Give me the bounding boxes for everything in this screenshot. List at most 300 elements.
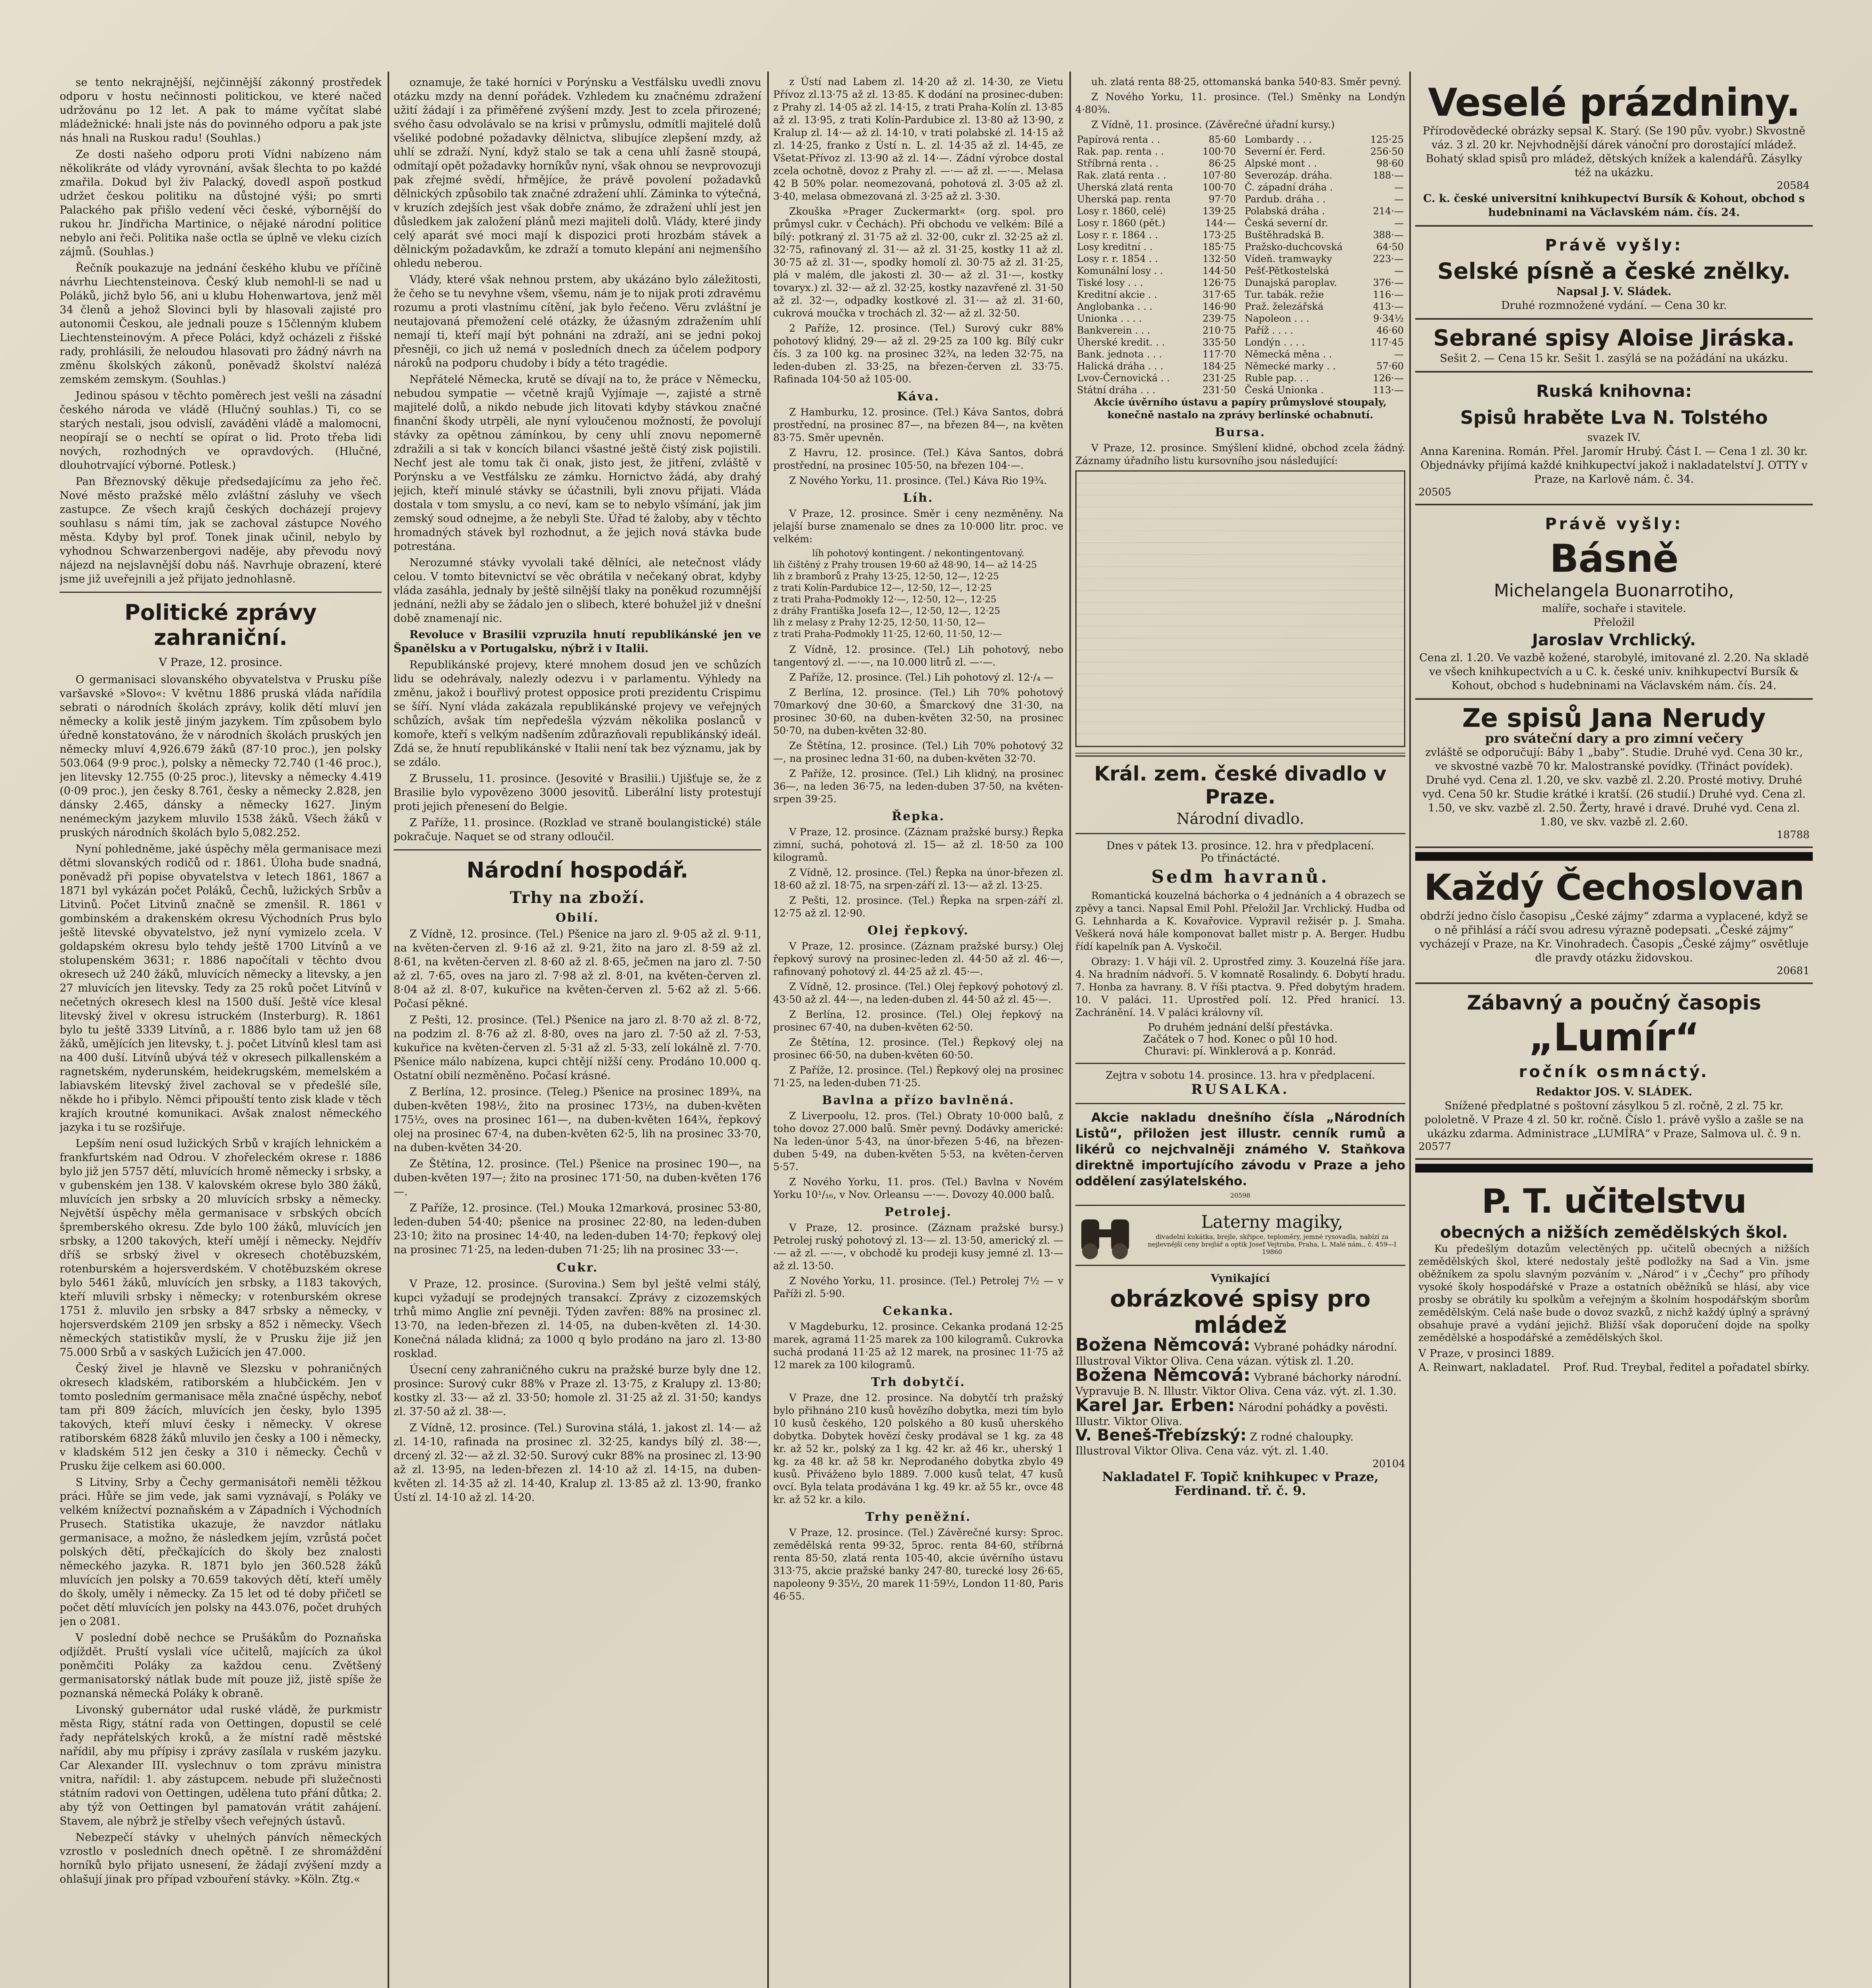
- article-paragraph: Z Berlína, 12. prosince. (Teleg.) Pšenice na prosinec 189¾, na duben-květen 198½, žito na prosinec 173½, na duben-květen 175½, oves na prosinec 161—, na duben-květen 164¾, řepkový olej na prosinec 67·4, na duben-květen 62·5, lih na prosinec 33·70, na duben-květen 34·20.: [394, 1086, 761, 1154]
- quote-row: [1075, 324, 1238, 336]
- subsection-heading: Trhy na zboží.: [510, 888, 645, 907]
- article-paragraph: Lepším není osud lužických Srbů v krajích lehnickém a frankfurtském nad Odrou. V zhořeleckém okrese r. 1886 bylo již jen 5757 dětí, mluvících hromě německy i srbsky, a v gubenském jen 138. V kalovském okrese bylo 380 žáků, mluvících jen srbsky a 20 mluvících srbsky a německy. Největší úspěchy měla germanisace v srbských obcích špremberského okresu. Zde bylo 100 žáků, mluvících jen srbsky, a 1200 takových, kteří umějí i německy. Nejdřív dříš se srbský živel v okresech chotěbuzském, rotenburském a hojersverdském. V chotěbuzském okrese bylo 5461 žáků, mluvících jen srbsky, a 1183 takových, kteří mluvili srbsky i německy; v rotenburském okrese 1751 ž. mluvilo jen srbsky a 847 srbsky a německy, v hojersverdském 2109 jen srbsky a 852 i německy. Všech německých statistikův myslí, že v Prusku žije již jen 75.000 Srbů a v saských Lužicích jen 47.000.: [60, 1138, 382, 1359]
- column-markets: [773, 76, 1063, 1988]
- ad-tolstoy: [1415, 373, 1813, 505]
- ad-place: V Praze, v prosinci 1889.: [1418, 1347, 1555, 1360]
- quote-label: Německá měna . .: [1245, 349, 1332, 360]
- quote-label: Německé marky . .: [1245, 361, 1336, 372]
- ad-subtitle: malíře, sochaře i stavitele.: [1542, 602, 1686, 615]
- article-paragraph: Z Paříže, 12. prosince. (Tel.) Mouka 12marková, prosinec 53·80, leden-duben 54·40; pšenice na prosinec 22·80, na leden-duben 23·10; žito na prosinec 14·40, na leden-duben 14·70; řepkový olej na prosinec 71·25, na leden-duben 71·25; lih na prosinec 33·—.: [394, 1202, 761, 1256]
- quote-label: Státní dráha . . .: [1077, 384, 1156, 396]
- quote-row: [1075, 241, 1238, 253]
- ad-title: obrázkové spisy pro mládež: [1110, 1285, 1371, 1338]
- quote-value: 126·75: [1203, 277, 1236, 288]
- ad-signature: A. Reinwart, nakladatel.: [1418, 1361, 1550, 1374]
- subsection-heading: Bavlna a přízo bavlněná.: [822, 1093, 1015, 1107]
- ad-ceske-zajmy: [1415, 852, 1813, 984]
- article-paragraph: Ze Štětína, 12. prosince. (Tel.) Pšenice na prosinec 190—, na duben-květen 197—; žito na prosinec 171·50, na duben-květen 176—.: [394, 1158, 761, 1198]
- article-paragraph: V Praze, 12. prosince. (Surovina.) Sem byl ještě velmi stálý, kupci vyžadují se prodejných transakcí. Zprávy z cizozemských trhů mimo Anglie zní pevněji. Týden zavřen: 88% na prosinec zl. 13·70, na leden-březen zl. 14·05, na duben-květen zl. 14·30. Konečná nálada klidná; za 1000 q bylo prodáno na jaro zl. 13·80 rosklad.: [394, 1278, 761, 1360]
- quote-label: Polabská dráha .: [1245, 206, 1325, 217]
- article-paragraph: O germanisaci slovanského obyvatelstva v Prusku píše varšavské »Slovo«: V květnu 1886 pruská vláda nařídila sebrati o národních školách zprávy, kolik dětí mluví jen německy a kolik jestě jiným jazykem. Tím způsobem bylo úředně konstatováno, že v národních školách pruských jen německy mluví 4,926.679 žáků (87·10 proc.), jen polsky 503.064 (9·9 proc.), polsky a německy 72.740 (1·46 proc.), jen litevsky 12.755 (0·25 proc.), litevsky a německy 4.419 (0·09 proc.), jen česky 8.761, česky a německy 2.828, jen dánsky 2.465, dánsky a německy 1627. Jiným nenémeckým jazykem mluvilo 1538 žáků. Všech žáků v pruských národních školách bylo 5,082.252.: [60, 674, 382, 839]
- quote-row: [1243, 313, 1405, 324]
- ad-title: Selské písně a české znělky.: [1437, 258, 1791, 284]
- quote-value: 132·50: [1203, 253, 1236, 264]
- article-paragraph: Český živel je hlavně ve Slezsku v pohraničných okresech kladském, ratiborském a hlubčickém. Jen v tomto posledním germanisace měla značné úspěchy, neboť tam při 809 žácích, mluvících jen česky, bylo 1395 takových, kteří mluví česky i německy. V okrese ratiborském 6828 žáků mluvilo jen česky a 100 i německy, v kladském 512 jen česky a 310 i německy. Čechů v Prusku žije celkem asi 60.000.: [60, 1363, 382, 1472]
- quote-label: Losy r. r. 1854 . .: [1077, 253, 1158, 264]
- article-paragraph: Z Vídně, 12. prosince. (Tel.) Lih pohotový, nebo tangentový zl. —·—, na 10.000 litrů zl. —·—.: [773, 644, 1063, 668]
- quote-label: Úherské kredit. . .: [1077, 337, 1165, 348]
- divider: [1075, 1265, 1405, 1266]
- quote-value: 376·—: [1373, 277, 1404, 288]
- quotes-table-left: [1075, 134, 1238, 396]
- theatre-title: Král. zem. české divadlo v Praze.: [1094, 762, 1387, 808]
- theatre-date: Dnes v pátek 13. prosince. 12. hra v předplacení.: [1106, 840, 1375, 852]
- ad-lanterns: [1075, 1211, 1405, 1259]
- article-paragraph: Z Liverpoolu, 12. pros. (Tel.) Obraty 10·000 balů, z toho dovoz 27.000 balů. Směr pevný. Dodávky americké: Na leden-únor 5·43, na únor-březen 5·46, na březen-duben 5·49, na duben-květen 5·53, na květen-červen 5·57.: [773, 1110, 1063, 1173]
- quote-row: [1243, 324, 1405, 336]
- article-paragraph: Vlády, které však nehnou prstem, aby ukázáno bylo záležitosti, že čeho se tu nevyhne všem, všemu, nám je to nijak proti zdravému rozumu a proti vlastnímu cítění, jak bylo řečeno. Věru zvláštní je neutajovaná přemožení celé otázky, že úžasným zdražením uhlí nemají ti, kteří mají být pohnáni na zdraží, ani se jedni pokoj přesněji, co jich už nemá v posledních dnech za účelem podpory nároků na podporu chudoby i bídy a této tragédie.: [394, 274, 761, 369]
- quote-label: Losy r. r. 1864 . .: [1077, 229, 1158, 241]
- table-row: z dráhy Františka Josefa 12—, 12·50, 12—, 12·25: [773, 606, 1000, 616]
- quote-value: 98·60: [1376, 158, 1404, 169]
- article-paragraph: oznamuje, že také horníci v Porýnsku a Vestfálsku uvedli znovu otázku mzdy na denní pořádek. Vzhledem ku značnému zdražení užití žádají i za přiměřené zvýšení mzdy. Jest to zcela přirozené; svého času odvolávalo se na krisi v průmyslu, odmítli majitelé dolů všeliké podobné požadavky dělnictva, slibujíce zlepšení mzdy, až uhlí se zdraží. Nyní, když stalo se tak a cena uhlí žasně stoupá, odmítají opět požadavky horníkův nyní, však ohnou se nevprovozuji pak zřejmé svědí, hřmějíce, že právě povolení požadavků dělnických způsobilo tak značné zdražení uhlí. Záminka to výtečná, v kruzích zdejších jest však dobře známo, že zdražení uhlí jest jen důsledkem jak založení plánů mezi majiteli dolů. Vlády, které jindy celý aparát své moci mají k dispozici proti hrozbám stávek a dělnickým požadavkům, ke zdraží a tomuto klepání ani nejmenšího ohledu neberou.: [394, 76, 761, 270]
- article-paragraph: V Praze, 12. prosince. (Záznam pražské bursy.) Petrolej ruský pohotový zl. 13·— zl. 13·50, americký zl. —·— až zl. —·—, v obchodě ku prodeji kusy jemné zl. 13·— až zl. 13·50.: [773, 1222, 1063, 1272]
- ad-title: Zábavný a poučný časopis: [1467, 991, 1761, 1014]
- theatre-subtitle: Národní divadlo.: [1176, 810, 1304, 827]
- quote-label: Alpské mont . .: [1245, 158, 1317, 169]
- ad-magazine-name: „Lumír“: [1529, 1015, 1699, 1060]
- ad-jirasek: [1415, 320, 1813, 373]
- quote-value: 239·75: [1203, 313, 1236, 324]
- column-divider: [1409, 72, 1411, 1988]
- quote-row: [1075, 253, 1238, 265]
- quote-value: 9·34½: [1373, 313, 1404, 324]
- ad-kicker: Vynikající: [1210, 1272, 1270, 1285]
- quote-value: 413·—: [1373, 301, 1404, 312]
- ad-publisher: Nakladatel F. Topič knihkupec v Praze, Ferdinand. tř. č. 9.: [1102, 1469, 1379, 1498]
- article-paragraph: 2 Paříže, 12. prosince. (Tel.) Surový cukr 88% pohotový klidný, 29·— až zl. 29·25 za 100 kg. Bílý cukr čís. 3 za 100 kg. na prosinec 32¾, na leden 32·75, na leden-duben zl. 33·25, na březen-červen zl. 33·75. Rafinada 104·50 až 105·00.: [773, 322, 1063, 385]
- quote-row: [1243, 229, 1405, 241]
- article-paragraph: Nerozumné stávky vyvolali také dělníci, ale netečnost vlády celou. V tomto bitevnictví se věc obrátila v nečekaný obrat, kdyby vláda zasáhla, jednaly by ještě silnější tlaky na poněkud rozumnější jednání, nežli aby se žádalo jen o slibech, které bohužel již v dnešní době znamenají nic.: [394, 557, 761, 625]
- quote-label: Praž. železářská: [1245, 301, 1324, 312]
- subsection-heading: Olej řepkový.: [867, 924, 969, 938]
- quote-value: 231·50: [1203, 384, 1236, 396]
- quote-value: 173·25: [1203, 229, 1236, 241]
- ad-title: Laterny magiky,: [1201, 1212, 1343, 1232]
- quote-row: [1075, 169, 1238, 181]
- article-paragraph: Nepřátelé Německa, krutě se dívají na to, že práce v Německu, nebudou sympatie — včetně krajů Vyjímaje —, zajisté a strně majitelé dolů, a nikdo nebude jich litovati kdyby stávkou značné finanční škody utrpěli, ale nyní vyloučenou možností, že povolují stávky za opětnou zámínkou, by ceny uhlí znovu nepomerně zdražili a si tak v koncích bilanci všastné ještě čistý zisk pojistili. Nechť jest ale tomu tak či onak, jisto jest, že jitření, zvláště v Porýnsku a ve Vestfálsku ze zámku. Hornictvo žádá, aby drahý jejich, kteří minulé stávky se účastnili, byli znovu přijati. Vláda dostala v tom smyslu, a co neví, kam se to nebylo všímání, jak jim zemský soud odnejme, a že nebyli Ste. Úřad té žaloby, aby v těchto hromadných stávek byl rozhodnut, a že jejich nová stávka bude potrestána.: [394, 373, 761, 553]
- ad-number: 20584: [1777, 180, 1810, 192]
- article-paragraph: se tento nekrajnější, nejčinnější zákonný prostředek odporu v hostu nečinnosti politickou, ve které načed udržovánu po 12 let. A pak to máme vyčítat slabé mládežnické: hnali jste nás do povinného odporu a pak jste nás hnali na Ruskou radu! (Souhlas.): [60, 76, 382, 144]
- table-row: lih z bramborů z Prahy 13·25, 12·50, 12—, 12·25: [773, 571, 999, 582]
- article-paragraph: Z Paříže, 12. prosince. (Tel.) Lih klidný, na prosinec 36—, na leden 36·75, na leden-duben 37·50, na květen-srpen 39·25.: [773, 768, 1063, 805]
- quote-row: [1243, 384, 1405, 396]
- ad-text: Sešit 2. — Cena 15 kr. Sešit 1. zasýlá se na požádání na ukázku.: [1440, 352, 1788, 365]
- quote-row: [1075, 205, 1238, 217]
- quote-value: 125·25: [1370, 134, 1404, 145]
- quote-label: Rak. pap. renta . .: [1077, 146, 1164, 157]
- article-paragraph: V Praze, 12. prosince. Smýšlení klidné, obchod zcela žádný. Záznamy úřadního listu kursovního jsou následující:: [1075, 442, 1405, 466]
- column-politics: [60, 76, 382, 1988]
- ad-text: Snížené předplatné s poštovní zásylkou 5 zl. ročně, 2 zl. 75 kr. pololetně. V Praze 4 zl. 50 kr. ročně. Číslo 1. právě vyšlo a zašle se na ukázku zdarma. Administrace „LUMÍRA“ v Praze, Salmova ul. č. 9 n.: [1424, 1100, 1804, 1140]
- quote-label: Severozáp. dráha.: [1245, 170, 1333, 181]
- ad-title: Sebrané spisy Aloise Jiráska.: [1433, 325, 1795, 351]
- quote-label: Dunajská paroplav.: [1245, 277, 1337, 288]
- article-paragraph: Z Havru, 12. prosince. (Tel.) Káva Santos, dobrá prostřední, na prosinec 105·50, na březen 104·—.: [773, 447, 1063, 471]
- quote-value: 185·75: [1203, 241, 1236, 252]
- ad-text: Vybrané pohádky národní. Illustroval Viktor Oliva. Cena vázan. výtisk zl. 1.20.: [1075, 1341, 1397, 1367]
- article-paragraph: Z Berlína, 12. prosince. (Tel.) Lih 70% pohotový 70markový dne 30·60, a Šmarckový dne 31·30, na prosinec 30·60, na duben-květen 32·50, na prosinec 50·70, na duben-květen 32·80.: [773, 687, 1063, 736]
- article-paragraph: Řečník poukazuje na jednání českého klubu ve příčině návrhu Liechtensteinova. Český klub nemohl-li se nad u Poláků, jichž bylo 56, ani u klubu Hohenwartova, jenž měl 34 členů a jehož Slovinci byli by hlasovali zajisté pro autonomii Českou, ale jednali pouze s 15členným klubem Liechtensteinovým. A přece Poláci, když ocházeli z řišské rady, prohlásili, že neloudou hlasovati pro žádný návrh na změnu školských zákonů, poněvadž školství nalézá zemském zemskym. (Souhlas.): [60, 262, 382, 386]
- quote-row: [1075, 134, 1238, 146]
- quote-value: —: [1394, 265, 1404, 276]
- quote-label: Uherská pap. renta: [1077, 194, 1171, 205]
- quote-row: [1075, 348, 1238, 360]
- quote-label: Česká severní dr.: [1245, 217, 1328, 229]
- divider: [1075, 753, 1405, 757]
- quote-row: [1075, 301, 1238, 313]
- quote-value: 86·25: [1209, 158, 1236, 169]
- ad-number: 20577: [1418, 1141, 1451, 1153]
- table-row: z trati Praha-Podmokly 11·25, 12·60, 11·50, 12·—: [773, 629, 1002, 639]
- quote-label: Stříbrná renta . .: [1077, 158, 1159, 169]
- quote-label: Komunální losy . .: [1077, 265, 1163, 276]
- quote-label: Bank. jednota . . .: [1077, 349, 1162, 360]
- quote-label: Anglobanka . . .: [1077, 301, 1153, 312]
- quote-value: 116·—: [1373, 289, 1404, 300]
- quote-label: Paříž . . . .: [1245, 325, 1294, 336]
- theatre-text: Romantická kouzelná báchorka o 4 jednáních a 4 obrazech se zpěvy a tanci. Napsal Emil Pohl. Přeložil Jar. Vrchlický. Hudba od G. Lehnharda a K. Kovařovice. Vypravil režisér p. J. Smaha. Veškerá nová hále komponovat ballet mistr p. A. Berger. Hudbu řídí kapelník pan A. Vyskočil.: [1075, 890, 1405, 952]
- ad-text: Vybrané báchorky národní. Vypravuje B. N. Illustr. Viktor Oliva. Cena váz. výt. zl. 1.30.: [1075, 1371, 1402, 1398]
- quote-value: 107·80: [1203, 170, 1236, 181]
- quote-label: Londýn . . . .: [1245, 337, 1305, 348]
- section-heading: Národní hospodář.: [466, 858, 689, 883]
- article-paragraph: Z Nového Yorku, 11. pros. (Tel.) Bavlna v Novém Yorku 10¹/₁₆, v Nov. Orleansu —·—. Dovozy 40.000 balů.: [773, 1176, 1063, 1200]
- ad-author: Michelangela Buonarrotiho,: [1494, 580, 1734, 601]
- ad-editor: Redaktor JOS. V. SLÁDEK.: [1536, 1086, 1692, 1098]
- article-paragraph: Z Nového Yorku, 11. prosince. (Tel.) Káva Rio 19¾.: [789, 475, 1047, 486]
- theatre-play-title: RUSALKA.: [1191, 1081, 1290, 1097]
- ad-subtitle: ročník osmnáctý.: [1519, 1063, 1709, 1081]
- quote-value: 126·—: [1373, 373, 1404, 384]
- quote-value: —: [1394, 194, 1404, 205]
- article-paragraph: uh. zlatá renta 88·25, ottomanská banka 540·83. Směr pevný.: [1091, 76, 1401, 87]
- article-paragraph: Ze dosti našeho odporu proti Vídni nabízeno nám několikráte od vlády vyrovnání, avšak šlechta to po každé zmařila. Dokud byl živ Palacký, dovedl aspoň postkud udržet českou politiku na důstojné výši; po smrti Palackého pak přišlo vedení věci české, výbornější do rukou hr. Jindřicha Martinice, o nějaké národní politice nebylo ani řeči. Politika naše octla se úplně ve vleku cizích zájmů. (Souhlas.): [60, 148, 382, 258]
- ad-kicker: Právě vyšly:: [1545, 515, 1683, 533]
- ad-number: 20598: [1230, 1192, 1251, 1199]
- quote-row: [1075, 265, 1238, 277]
- article-paragraph: z Ústí nad Labem zl. 14·20 až zl. 14·30, ze Vietu Přívoz zl.13·75 až zl. 13·85. K dodání na prosinec-duben: z Prahy zl. 14·05 až zl. 14·15, z trati Praha-Kolín zl. 13·85 až zl. 13·95, z trati Kolín-Pardubice zl. 13·80 až 13·90, z Kralup zl. 14·— až zl. 14·10, v trati polabské zl. 14·15 až zl. 14·25, franko z Ústí n. L. zl. 14·35 až zl. 14·45, ze Všetat-Přívoz zl. 13·90 až zl. 14·—. Zádní výrobce dostal zcela ochotně, dovoz z Prahy zl. —·— až zl. —·—. Melasa 42 B 50% polar. neomezovaná, pohotová zl. 3·05 až zl. 3·40, melasa obmezovaná zl. 3·25 až zl. 3·30.: [773, 76, 1063, 202]
- article-paragraph: V Praze, 12. prosince. (Tel.) Závěrečné kursy: Sproc. zemědělská renta 99·32, 5proc. renta 84·60, stříbrná renta 85·50, zlatá renta 105·40, akcie úvěrního ústavu 313·75, akcie pražské banky 247·80, turecké losy 26·65, napoleony 9·35½, 20 marek 11·59½, London 11·80, Paris 46·55.: [773, 1527, 1063, 1602]
- article-paragraph: Z Berlína, 12. prosince. (Tel.) Olej řepkový na prosinec 67·40, na duben-květen 62·50.: [773, 1009, 1063, 1033]
- theatre-note: Churavi: pí. Winklerová a p. Konrád.: [1145, 1045, 1336, 1057]
- quote-label: Losy r. 1860 (pět.): [1077, 217, 1166, 229]
- article-paragraph: V Magdeburku, 12. prosince. Cekanka prodaná 12·25 marek, agramá 11·25 marek za 100 kilogramů. Cukrovka suchá prodaná 11·25 až 12 marek, na prosinec 11·75 až 12 marek za 100 kilogramů.: [773, 1321, 1063, 1371]
- quote-row: [1243, 253, 1405, 265]
- ad-text: obdrží jedno číslo časopisu „České zájmy“ zdarma a vyplacené, když se o ně přihlásí a ráčí svou adresu výrazně podepsati. „České zájmy“ vycházejí v Praze, na Kr. Vinohradech. Časopis „České zájmy“ osvětluje dle pravdy otázku židovskou.: [1419, 910, 1809, 964]
- ad-title: Spisů hraběte Lva N. Tolstého: [1460, 407, 1768, 428]
- subsection-heading: Cekanka.: [883, 1304, 954, 1318]
- quote-label: Tiské losy . . .: [1077, 277, 1143, 288]
- table-row: z trati Praha-Podmokly 12·—, 12·50, 12—, 12·25: [773, 594, 997, 605]
- quote-value: 57·60: [1376, 361, 1404, 372]
- ad-number: 19860: [1262, 1248, 1282, 1256]
- article-paragraph: Zkouška »Prager Zuckermarkt« (org. spol. pro průmysl cukr. v Čechách). Při obchodu ve velkém: Bílé a bílý: potkraný zl. 31·75 až zl. 32·00, cukr zl. 32·25 až zl. 32·75, rafinovaný zl. 31·— až zl. 31·25, kostky 11 až zl. 30·75 až zl. 31·—, spodky homolí zl. 30·75 až zl. 31·25, plá v malém, dle jakosti zl. 30·— až zl. 31·—, kostky tovaryx.) zl. 32·— až zl. 32·25, kostky nazavřené zl. 31·50 až zl. 32·—, odpadky kostkové zl. 31·— až zl. 31·60, cukrová moučka v trochách zl. 32·— až zl. 32·50.: [773, 206, 1063, 319]
- ad-text: Anna Karenina. Román. Přel. Jaromír Hrubý. Část I. — Cena 1 zl. 30 kr. Objednávky přijímá každé knihkupectví jakož i nakladatelství J. OTTY v Praze, na Karlově nám. č. 34.: [1420, 445, 1808, 485]
- quote-label: Vídeň. tramwayky: [1245, 253, 1332, 264]
- binoculars-icon: [1075, 1211, 1135, 1259]
- quotes-table-right: [1243, 134, 1405, 396]
- ad-books: [1075, 1272, 1405, 1498]
- divider: [1075, 1205, 1405, 1206]
- article-paragraph: V Praze, dne 12. prosince. Na dobytčí trh pražský bylo přihnáno 210 kusů hovězího dobytka, mezi tím bylo 10 kusů českého, 120 polského a 80 kusů uherského dobytka. Dobytek hovězí česky prodával se 1 kg. za 48 kr. až 52 kr., polský za 1 kg. 42 kr. až 46 kr., uherský 1 kg. za 48 kr. až 58 kr. Neprodaného dobytka zbylo 49 kusů. Přiváženo bylo 1889. 7.000 kusů telat, 47 kusů ovcí. Byla telata prodávána 1 kg. 49 kr. až 55 kr., ovce 48 kr. až 52 kr. a kilo.: [773, 1392, 1063, 1505]
- ad-kicker: Právě vyšly:: [1545, 236, 1683, 254]
- advertisement: Akcie nakladu dnešního čísla „Národních Listů“, přiložen jest illustr. cenník rumů a likérů co nejchvalněji známého V. Staňkova direktně importujícího závodu v Praze a jeho oddělení zasýlatelského.: [1075, 1110, 1405, 1188]
- ad-lumir: [1415, 984, 1813, 1160]
- quote-row: [1243, 205, 1405, 217]
- quote-label: Unionka . . . .: [1077, 313, 1142, 324]
- ad-subtitle: obecných a nižších zemědělských škol.: [1440, 1223, 1788, 1242]
- quote-row: [1243, 241, 1405, 253]
- quote-value: 113·—: [1373, 384, 1404, 396]
- article-paragraph: V poslední době nechce se Prušákům do Poznaňska odjíždět. Pruští vyslali více učitelů, majících za úkol poněmčiti Poláky za každou cenu. Zvětšený germanisatorský nátlak bude mít pouze již, jistě spíše že poznanská německá Poláky k obraně.: [60, 1632, 382, 1700]
- quote-label: Pražsko-duchcovská: [1245, 241, 1343, 252]
- quote-value: —: [1394, 217, 1404, 229]
- article-paragraph: Z Vídně, 12. prosince. (Tel.) Řepka na únor-březen zl. 18·60 až zl. 18·75, na srpen-září zl. 13·— až zl. 13·25.: [773, 867, 1063, 891]
- ad-sladek: [1415, 227, 1813, 320]
- article-paragraph: Akcie úvěrního ústavu a papíry průmyslové stoupaly, konečně nastalo na zprávy berlínské ochabnutí.: [1094, 396, 1387, 421]
- ad-kicker: Ruská knihovna:: [1536, 381, 1692, 401]
- quote-label: Losy r. 1860, celé): [1077, 206, 1166, 217]
- quote-label: Buštěhradská B.: [1245, 229, 1324, 241]
- quote-label: Lvov-Černovická . .: [1077, 373, 1170, 384]
- ad-subtitle: Přeložil: [1593, 616, 1635, 629]
- ad-neruda: [1415, 700, 1813, 848]
- quote-value: 223·—: [1373, 253, 1404, 264]
- divider: [1075, 1103, 1405, 1104]
- article-paragraph: Z Vídně, 12. prosince. (Tel.) Surovina stálá, 1. jakost zl. 14·— až zl. 14·10, rafinada na prosinec zl. 32·25, kandys bílý zl. 38·—, drcený zl. 32·— až zl. 32·50. Surový cukr 88% na prosinec zl. 13·90 až zl. 13·95, na leden-březen zl. 14·10 až zl. 14·15, na duben-květen zl. 14·35 až zl. 14·40, Kralup zl. 13·85 až zl. 13·90, franko Ústí zl. 14·10 až zl. 14·20.: [394, 1422, 761, 1504]
- quote-label: Papírová renta . .: [1077, 134, 1160, 145]
- column-bourse: [1075, 76, 1405, 1988]
- ad-subtitle: pro sváteční dary a pro zimní večery: [1485, 731, 1743, 746]
- column-divider: [388, 72, 389, 1988]
- article-paragraph: Z Brusselu, 11. prosince. (Jesovité v Brasilii.) Ujišťuje se, že z Brasilie bylo vypovězeno 3000 jesovitů. Liberální listy protestují proti jejich přenesení do Belgie.: [394, 773, 761, 813]
- quote-row: [1243, 372, 1405, 384]
- quote-row: [1075, 289, 1238, 301]
- article-paragraph: Z Paříže, 12. prosince. (Tel.) Lih pohotový zl. 12·/₄ —: [789, 672, 1054, 683]
- quote-row: [1243, 301, 1405, 313]
- quote-label: Pardub. dráha . .: [1245, 194, 1326, 205]
- quote-row: [1243, 348, 1405, 360]
- ad-title: Veselé prázdniny.: [1428, 80, 1800, 125]
- ad-text: divadelní kukátka, brejle, skřipce, teploměry, jemné rysovadla, nabízí za nejlevnější ceny brejlář a optik Josef Vejtruba, Praha, L. Malé nám., č. 459—I: [1148, 1233, 1397, 1248]
- article-paragraph: Z Pešti, 12. prosince. (Tel.) Pšenice na jaro zl. 8·70 až zl. 8·72, na podzim zl. 8·76 až zl. 8·80, oves na jaro zl. 7·50 až zl. 7·53, kukuřice na květen-červen zl. 5·31 až zl. 5·33, zelí lokálně zl. 7·70. Pšenice málo nabízena, kupci chtějí nižší ceny. Prodáno 10.000 q. Ostatní obilí nezměněno. Počasí krásné.: [394, 1014, 761, 1082]
- ad-vesele-prazdniny: [1415, 76, 1813, 227]
- quote-label: Lombardy . . .: [1245, 134, 1312, 145]
- section-heading: Politické zprávy zahraniční.: [124, 600, 317, 650]
- quote-row: [1075, 277, 1238, 289]
- column-ads: [1415, 76, 1813, 1988]
- quote-value: 256·50: [1370, 146, 1404, 157]
- subsection-heading: Líh.: [903, 491, 934, 505]
- ad-title: P. T. učitelstvu: [1481, 1182, 1746, 1221]
- ad-number: 20681: [1777, 965, 1810, 977]
- quote-value: 64·50: [1376, 241, 1404, 252]
- quote-row: [1075, 157, 1238, 169]
- ad-text: Cena zl. 1.20. Ve vazbě kožené, starobylé, imitované zl. 2.20. Na skladě ve všech knihkupectvích a u C. k. české univ. knihkupectví Bursík & Kohout, obchod s hudebninami na Václavském nám. čís. 24.: [1419, 652, 1809, 692]
- quote-row: [1243, 360, 1405, 372]
- quote-label: Uherská zlatá renta: [1077, 182, 1173, 193]
- quote-row: [1075, 229, 1238, 241]
- quote-label: Č. západní dráha .: [1245, 182, 1333, 193]
- quote-label: Kreditní akcie . .: [1077, 289, 1157, 300]
- table-row: lih čištěný z Prahy trousen 19·60 až 48·90, 14— až 14·25: [773, 560, 1037, 570]
- quotes-table: [1075, 134, 1405, 396]
- ad-author: Karel Jar. Erben:: [1075, 1395, 1235, 1415]
- quote-value: 214·—: [1373, 206, 1404, 217]
- ad-author: Božena Němcová:: [1075, 1365, 1251, 1385]
- divider: [394, 849, 761, 850]
- ad-title: Ze spisů Jana Nerudy: [1462, 704, 1766, 733]
- quote-value: 100·70: [1203, 182, 1236, 193]
- quote-row: [1075, 360, 1238, 372]
- column-economy: [394, 76, 761, 1988]
- quote-label: Pešť-Pětkostelská: [1245, 265, 1329, 276]
- ad-text: Druhé rozmnožené vydání. — Cena 30 kr.: [1501, 299, 1727, 312]
- column-divider: [767, 72, 769, 1988]
- dateline: V Praze, 12. prosince.: [159, 656, 283, 669]
- quote-row: [1075, 181, 1238, 193]
- ad-subtitle: svazek IV.: [1587, 431, 1641, 444]
- theatre-date: Zejtra v sobotu 14. prosince. 13. hra v předplacení.: [1106, 1070, 1375, 1081]
- bourse-list-table: [1075, 470, 1405, 747]
- ad-number: 20505: [1418, 486, 1451, 498]
- quote-row: [1243, 277, 1405, 289]
- quote-row: [1243, 181, 1405, 193]
- ad-signature: Prof. Rud. Treybal, ředitel a pořadatel sbírky.: [1563, 1361, 1810, 1374]
- ad-title: Básně: [1550, 536, 1678, 581]
- article-paragraph: Republikánské projevy, které mnohem dosud jen ve schůzích lidu se odehrávaly, nalezly odezvu i v parlamentu. Výhledy na změnu, jakož i bouřlivý protest opposice proti prezidentu Crispimu se šíří. Nyní vláda zakázala republikánské projevy ve veřejných schůzích, avšak tím nepředešla výzvám několika poslanců v komoře, kteří s velkým nadšením zdůrazňovali republikánský ideál. Zdá se, že hnutí republikánské v Italii není tak bez významu, jak by se zdálo.: [394, 659, 761, 769]
- article-paragraph: Z Vídně, 12. prosince. (Tel.) Olej řepkový pohotový zl. 43·50 až zl. 44·—, na leden-duben zl. 44·50 až zl. 45·—.: [773, 981, 1063, 1005]
- article-paragraph: Úsecní ceny zahraničného cukru na pražské burze byly dne 12. prosince: Surový cukr 88% v Praze zl. 13·75, z Kralupy zl. 13·80; kostky zl. 33·— až zl. 33·50; homole zl. 31·25 až zl. 31·50; kandys zl. 37·50 až zl. 38·—.: [394, 1364, 761, 1418]
- quote-row: [1243, 193, 1405, 205]
- quote-row: [1075, 372, 1238, 384]
- quote-row: [1075, 313, 1238, 324]
- ad-number: 18788: [1777, 829, 1810, 841]
- subsection-heading: Káva.: [897, 390, 940, 404]
- ad-text: zvláště se odporučují: Báby 1 „baby“. Studie. Druhé vyd. Cena 30 kr., ve skvostné vazbě 70 kr. Malostranské povídky. (Třináct povídek). Druhé vyd. Cena zl. 1.20, ve skv. vazbě zl. 2.20. Prosté motivy. Druhé vyd. Cena 50 kr. Studie krátké i kratší. (26 studií.) Druhé vyd. Cena zl. 1.50, ve skv. vazbě zl. 2.50. Žerty, hravé i dravé. Druhé vyd. Cena zl. 1.80, ve skv. vazbě zl. 2.60.: [1422, 746, 1806, 828]
- quote-label: Ruble pap. . .: [1245, 373, 1309, 384]
- quote-label: Tur. tabák. režie: [1245, 289, 1324, 300]
- subsection-heading: Trh dobytčí.: [871, 1375, 966, 1389]
- quote-row: [1075, 193, 1238, 205]
- quote-value: 335·50: [1203, 337, 1236, 348]
- ad-author: Božena Němcová:: [1075, 1335, 1251, 1355]
- subsection-heading: Řepka.: [892, 810, 945, 823]
- spirit-table-title: líh pohotový kontingent. / nekontingentovaný.: [812, 548, 1024, 559]
- ad-text: Z rodné chaloupky. Illustroval Viktor Oliva. Cena váz. výt. zl. 1.40.: [1075, 1431, 1354, 1457]
- table-row: lih z melasy z Prahy 12·25, 12·50, 11·50, 12—: [773, 617, 985, 628]
- quote-value: 231·25: [1203, 373, 1236, 384]
- article-paragraph: Z Vídně, 11. prosince. (Závěrečné úřadní kursy.): [1091, 119, 1335, 130]
- quote-row: [1243, 157, 1405, 169]
- article-paragraph: Jedinou spásou v těchto poměrech jest vešli na zásadní českého národa ve vládě (Hlučný souhlas.) Ti, co se starých nestali, jsou odvislí, zaváděni vládě a malomocni, neopírají se o nechtí se opírat o lid. Proto třeba lidi nových, rozhodných ve opravdových. (Hlučné, dlouhotrvající výborné. Potlesk.): [60, 390, 382, 472]
- subsection-heading: Trhy peněžní.: [865, 1510, 972, 1524]
- quote-row: [1243, 289, 1405, 301]
- divider: [1075, 1063, 1405, 1064]
- column-divider: [1069, 72, 1071, 1988]
- ad-number: 20104: [1372, 1458, 1405, 1470]
- quote-value: —: [1394, 349, 1404, 360]
- quote-value: 146·90: [1203, 301, 1236, 312]
- quote-value: 144·—: [1205, 217, 1236, 229]
- ad-michelangelo: [1415, 505, 1813, 700]
- ad-ucitelstvo: [1415, 1164, 1813, 1382]
- quote-row: [1243, 265, 1405, 277]
- divider: [60, 592, 382, 593]
- theatre-text: Obrazy: 1. V háji víl. 2. Uprostřed zimy. 3. Kouzelná říše jara. 4. Na hradním nádvoří. 5. V komnatě Rosalindy. 6. Dobytí hradu. 7. Honba za havrany. 8. V říši ptactva. 9. Před dobytým hradem. 10. V paláci. 11. Uprostřed polí. 12. Před hranicí. 13. Zachránění. 14. V paláci královny víl.: [1075, 956, 1405, 1018]
- quote-value: 188·—: [1373, 170, 1404, 181]
- subsection-heading: Bursa.: [1215, 425, 1266, 439]
- quote-label: Česká Unionka .: [1245, 384, 1324, 396]
- quote-row: [1243, 146, 1405, 157]
- quote-value: 100·70: [1203, 146, 1236, 157]
- article-paragraph: V Praze, 12. prosince. (Záznam pražské bursy.) Olej řepkový surový na prosinec-leden zl. 44·50 až zl. 46·—, rafinovaný pohotový zl. 44·25 až zl. 45·—.: [773, 940, 1063, 977]
- article-paragraph: Z Paříže, 12. prosince. (Tel.) Řepkový olej na prosinec 71·25, na leden-duben 71·25.: [773, 1064, 1063, 1089]
- quote-value: 388·—: [1373, 229, 1404, 241]
- subsection-heading: Obilí.: [555, 911, 599, 925]
- quote-value: 144·50: [1203, 265, 1236, 276]
- quote-value: 317·65: [1203, 289, 1236, 300]
- quote-value: 210·75: [1203, 325, 1236, 336]
- quote-value: 184·25: [1203, 361, 1236, 372]
- article-paragraph: Nyní pohledněme, jaké úspěchy měla germanisace mezi dětmi slovanských rodičů od r. 1861. Úloha bude snadná, poněvadž při popise obyvatelstva v letech 1861, 1867 a 1871 byl vykázán počet Poláků, Čechů, lužických Srbův a Litvinů. Počet Litvinů značně se zmenšil. R. 1861 v gombinském a drakenském okresu Východních Prus bylo ještě litevské obyvatelstvo, jež nyní vymizelo zcela. V goldapském okresu bylo tehdy ještě 1700 Litvínů a ve stolupenském 3631; r. 1886 napočítali v těchto dvou okresech už 240 žáků, mluvících německy a litevsky, a jen 27 mluvících jen litevsky. Tedy za 25 roků počet Litvínů v nečetných okresech klesl na 1500 duší. Ještě více klesal litevský živel v okresu istruckém (Insterburg). R. 1861 bylo tu ještě 3339 Litvínů, a r. 1886 bylo tam už jen 68 žáků, umějících jen litevsky, t. j. počet Litvínů klesl tam asi na 400 duší. Litvínů ubývá též v okresech pilkallenském a ragnetském, nyderunském, heidekrugském, memelském a labiavském litevský živel zachoval se v předešlé síle, někde ho i přibylo. Němci připouští tento zisk klade v těch krajích kroutné komunikaci. Avšak znalost německého jazyka i tu se rozšiřuje.: [60, 843, 382, 1134]
- quote-row: [1243, 169, 1405, 181]
- quote-value: 139·25: [1203, 206, 1236, 217]
- quote-row: [1075, 336, 1238, 348]
- ad-author: Napsal J. V. Sládek.: [1556, 285, 1672, 298]
- article-paragraph: Nebezpečí stávky v uhelných pánvích německých vzrostlo v posledních dnech opětně. I ze shromáždění horníků bylo přijato usnesení, že žádají zvýšení mzdy a ohlašují jinak pro případ vzbouření stávky. »Köln. Ztg.«: [60, 1831, 382, 1885]
- ad-publisher: C. k. české universitní knihkupectví Bursík & Kohout, obchod s hudebninami na Václavském nám. čís. 24.: [1423, 192, 1805, 219]
- article-paragraph: Revoluce v Brasilii vzpruzila hnutí republikánské jen ve Španělsku a v Portugalsku, nýbrž i v Italii.: [394, 629, 761, 655]
- quote-row: [1075, 384, 1238, 396]
- quote-row: [1075, 217, 1238, 229]
- article-paragraph: Z Vídně, 12. prosince. (Tel.) Pšenice na jaro zl. 9·05 až zl. 9·11, na květen-červen zl. 9·16 až zl. 9·21, žito na jaro zl. 8·59 až zl. 8·61, na květen-červen zl. 8·60 až zl. 8·65, ječmen na jaro zl. 7·50 až zl. 7·65, oves na jaro zl. 7·98 až zl. 8·01, na květen-červen zl. 8·04 až zl. 8·07, kukuřice na květen-červen zl. 5·62 až zl. 5·66. Počasí pěkné.: [394, 928, 761, 1010]
- article-paragraph: S Litviny, Srby a Čechy germanisátoři neměli těžkou práci. Hůře se jim vede, jak sami vyznávají, s Poláky ve velkém knížectví poznaňském a v Západních i Východních Prusech. Statistika ukazuje, že navzdor nátlaku germanisace, a možno, že následkem jejím, vzrůstá počet polských dětí, přečkajících do školy bez znalosti německého jazyka. R. 1871 bylo jen 360.528 žáků mluvících jen polsky a 70.659 takových dětí, kteří uměly do školy, uměly i německy. Za 15 let od té doby přičetl se počet dětí mluvících jen polsky na 443.076, počet druhých jen o 2081.: [60, 1476, 382, 1628]
- divider: [1075, 833, 1405, 834]
- article-paragraph: Z Paříže, 11. prosince. (Rozklad ve straně boulangistické) stále pokračuje. Naquet se od strany odloučil.: [394, 817, 761, 843]
- quote-row: [1243, 134, 1405, 146]
- ad-author: V. Beneš-Třebízský:: [1075, 1426, 1247, 1444]
- quote-row: [1243, 336, 1405, 348]
- quote-label: Halická dráha . . .: [1077, 361, 1164, 372]
- table-row: z trati Kolín-Pardubice 12—, 12·50, 12—, 12·25: [773, 583, 992, 593]
- quote-value: 85·60: [1209, 134, 1236, 145]
- quote-label: Rak. zlatá renta . .: [1077, 170, 1166, 181]
- quote-row: [1243, 217, 1405, 229]
- theatre-note: Po druhém jednání delší přestávka.: [1148, 1021, 1333, 1033]
- subsection-heading: Petrolej.: [885, 1205, 952, 1219]
- article-paragraph: Z Pešti, 12. prosince. (Tel.) Řepka na srpen-září zl. 12·75 až zl. 12·90.: [773, 895, 1063, 919]
- quote-value: 117·70: [1203, 349, 1236, 360]
- article-paragraph: Ze Štětína, 12. prosince. (Tel.) Lih 70% pohotový 32—, na prosinec ledna 31·60, na duben-květen 32·70.: [773, 740, 1063, 764]
- quote-label: Severní ér. Ferd.: [1245, 146, 1325, 157]
- article-paragraph: Ze Štětína, 12. prosince. (Tel.) Řepkový olej na prosinec 66·50, na duben-květen 60·50.: [773, 1037, 1063, 1061]
- quote-row: [1075, 146, 1238, 157]
- quote-label: Losy kreditní . .: [1077, 241, 1153, 252]
- spirit-table: [773, 548, 1063, 640]
- subsection-heading: Cukr.: [557, 1261, 598, 1275]
